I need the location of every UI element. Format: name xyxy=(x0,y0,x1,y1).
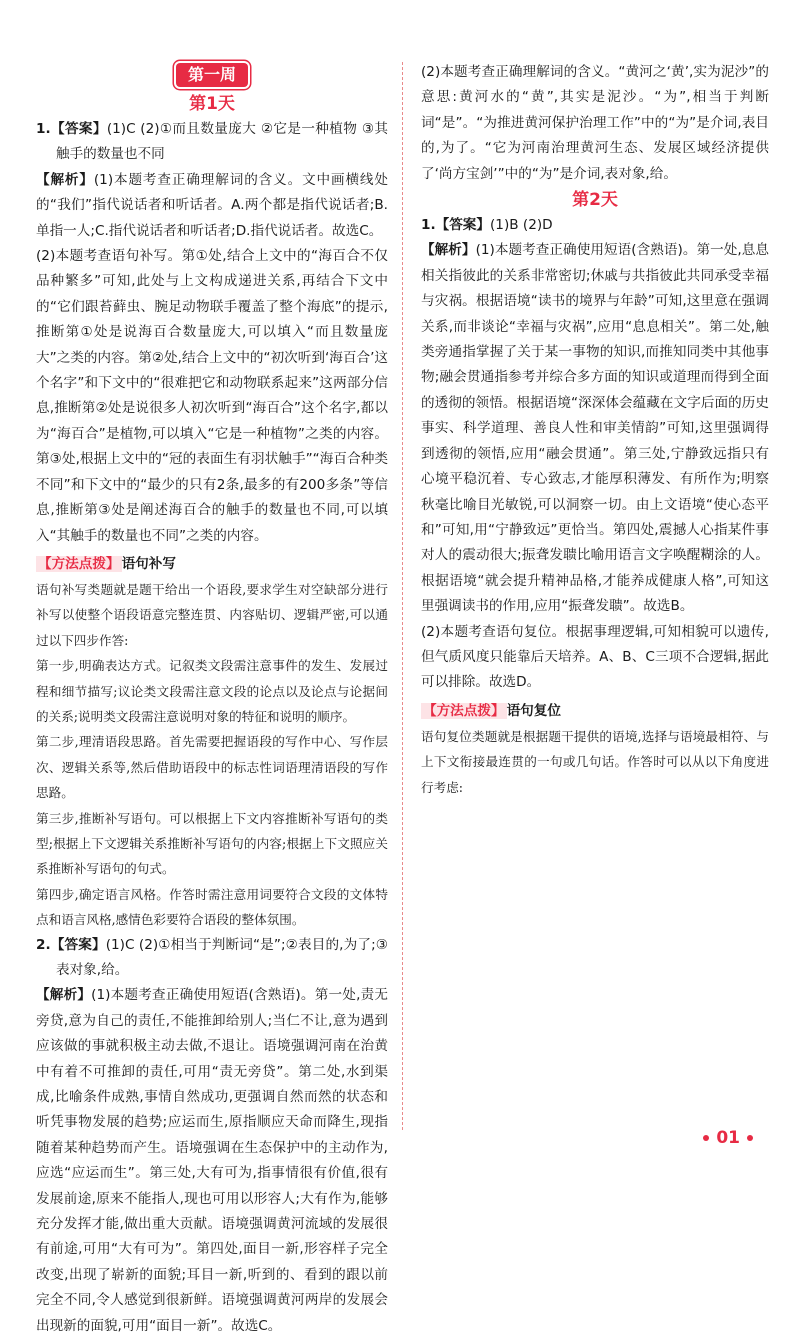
page-number xyxy=(696,1127,760,1149)
q2-analysis-1 xyxy=(36,983,388,1339)
tip1-tag: 【方法点拨】 xyxy=(38,555,120,572)
tip1-title: 语句补写 xyxy=(121,555,176,572)
day2-q1-analysis-2: (2)本题考查语句复位。根据事理逻辑,可知相貌可以遗传,但气质风度只能靠后天培养。A、B、C三项不合逻辑,据此可以排除。故选D。 xyxy=(421,623,769,691)
tip1-paragraph-5: 第四步,确定语言风格。作答时需注意用词要符合文段的文体特点和语言风格,感情色彩要符合语段的整体氛围。 xyxy=(36,886,388,928)
week-badge: 第一周 xyxy=(176,63,248,87)
q2-analysis-label: 【解析】 xyxy=(36,987,92,1004)
q1-answer xyxy=(36,117,388,168)
q2-analysis-2: (2)本题考查正确理解词的含义。“黄河之‘黄’,实为泥沙”的意思:黄河水的“黄”,其实是泥沙。“为”,相当于判断词“是”。“为推进黄河保护治理工作”中的“为”是介词,表目的,为了。“它为河南治理黄河生态、发展区域经济提供了‘尚方宝剑’”中的“为”是介词,表对象,给。 xyxy=(421,64,769,182)
page-dot-right xyxy=(747,1135,753,1141)
day2-q1-answer xyxy=(421,213,769,238)
tip2-tag: 【方法点拨】 xyxy=(423,702,505,719)
q2-answer xyxy=(36,933,388,984)
day2-q1-answer-label: 【答案】 xyxy=(435,217,490,234)
tip1-paragraph-2: 第一步,明确表达方式。记叙类文段需注意事件的发生、发展过程和细节描写;议论类文段需注意文段的论点以及论点与论据间的关系;说明类文段需注意说明对象的特征和说明的顺序。 xyxy=(36,658,388,724)
tip2-paragraph-1: 语句复位类题就是根据题干提供的语境,选择与语境最相符、与上下文衔接最连贯的一句或几句话。作答时可以从以下角度进行考虑: xyxy=(421,728,769,795)
q1-answer-text: (1)C (2)①而且数量庞大 ②它是一种植物 ③其触手的数量也不同 xyxy=(56,121,388,163)
q1-analysis-1 xyxy=(36,168,388,244)
column-divider xyxy=(402,62,403,1130)
q1-analysis-2: (2)本题考查语句补写。第①处,结合上文中的“海百合不仅品种繁多”可知,此处与上文构成递进关系,再结合下文中的“它们跟苔藓虫、腕足动物联手覆盖了整个海底”的提示,推断第①处是说海百合数量庞大,可以填入“而且数量庞大”之类的内容。第②处,结合上文中的“初次听到‘海百合’这个名字”和下文中的“很难把它和动物联系起来”这两部分信息,推断第②处是说很多人初次听到“海百合”这个名字,都以为“海百合”是植物,可以填入“它是一种植物”之类的内容。第③处,根据上文中的“冠的表面生有羽状触手”“海百合种类不同”和下文中的“最少的只有2条,最多的有200多条”等信息,推断第③处是阐述海百合的触手的数量也不同,可以填入“其触手的数量也不同”之类的内容。 xyxy=(36,248,388,544)
q1-analysis-label: 【解析】 xyxy=(36,171,94,188)
page-dot-left xyxy=(703,1135,709,1141)
q2-answer-text: (1)C (2)①相当于判断词“是”;②表目的,为了;③表对象,给。 xyxy=(56,936,388,978)
tip1-paragraph-3: 第二步,理清语段思路。首先需要把握语段的写作中心、写作层次、逻辑关系等,然后借助语段中的标志性词语理清语段的写作思路。 xyxy=(36,734,388,801)
day2-q1-number: 1. xyxy=(421,217,436,234)
q1-analysis-1-text: (1)本题考查正确理解词的含义。文中画横线处的“我们”指代说话者和听话者。A.两个都是指代说话者;B.单指一人;C.指代说话者和听话者;D.指代说话者。故选C。 xyxy=(36,171,388,239)
day2-q1-analysis-1 xyxy=(421,238,769,619)
day-1-title: 第1天 xyxy=(189,94,235,114)
day-2-title: 第2天 xyxy=(572,190,618,211)
tip2-header xyxy=(421,700,769,722)
q1-answer-label: 【答案】 xyxy=(50,121,107,137)
day2-q1-analysis-1-text: (1)本题考查正确使用短语(含熟语)。第一处,息息相关指彼此的关系非常密切;休戚与共指彼此共同承受幸福与灾祸。根据语境“读书的境界与年龄”可知,这里意在强调关系,而非谈论“幸福与灾祸”,应用“息息相关”。第二处,触类旁通指掌握了关于某一事物的知识,而推知同类中其他事物;融会贯通指参考并综合多方面的知识或道理而得到全面的透彻的领悟。根据语境“深深体会蕴藏在文字后面的历史事实、科学道理、善良人性和审美情韵”可知,这里强调得到透彻的领悟,应用“融会贯通”。第三处,宁静致远指只有心境平稳沉着、专心致志,才能厚积薄发、有所作为;明察秋毫比喻目光敏锐,可以洞察一切。由上文语境“使心态平和”可知,用“宁静致远”更恰当。第四处,震撼人心指某件事对人的震动很大;振聋发聩比喻用语言文字唤醒糊涂的人。根据语境“就会提升精神品格,才能养成健康人格”,可知这里强调读书的作用,应用“振聋发聩”。故选B。 xyxy=(421,242,770,615)
day2-q1-answer-text: (1)B (2)D xyxy=(490,217,553,234)
q2-analysis-1-text: (1)本题考查正确使用短语(含熟语)。第一处,责无旁贷,意为自己的责任,不能推卸给别人;当仁不让,意为遇到应该做的事就积极主动去做,不退让。语境强调河南在治黄中有着不可推卸的责任,可用“责无旁贷”。第二处,水到渠成,比喻条件成熟,事情自然成功,更强调自然而然的状态和听凭事物发展的趋势;应运而生,原指顺应天命而降生,现指随着某种趋势而产生。语境强调在生态保护中的主动作为,应选“应运而生”。第三处,大有可为,指事情很有价值,很有发展前途,原来不能指人,现也可用以形容人;大有作为,能够充分发挥才能,做出重大贡献。语境强调黄河流域的发展很有前途,可用“大有可为”。第四处,面目一新,形容样子完全改变,出现了崭新的面貌;耳目一新,听到的、看到的跟以前完全不同,令人感觉到很新鲜。语境强调黄河两岸的发展会出现新的面貌,可用“面目一新”。故选C。 xyxy=(36,987,388,1334)
tip2-title: 语句复位 xyxy=(506,702,561,719)
left-column xyxy=(36,60,388,1339)
right-column xyxy=(421,60,769,800)
page-number-text: 01 xyxy=(716,1128,740,1148)
q2-answer-label: 【答案】 xyxy=(50,936,106,953)
q1-number: 1. xyxy=(36,121,51,137)
tip1-header xyxy=(36,553,388,575)
day2-q1-analysis-label: 【解析】 xyxy=(421,242,476,259)
tip1-paragraph-4: 第三步,推断补写语句。可以根据上下文内容推断补写语句的类型;根据上下文逻辑关系推断补写语句的内容;根据上下文照应关系推断补写语句的句式。 xyxy=(36,810,388,877)
week-header xyxy=(36,60,388,90)
tip1-paragraph-1: 语句补写类题就是题干给出一个语段,要求学生对空缺部分进行补写以使整个语段语意完整连贯、内容贴切、逻辑严密,可以通过以下四步作答: xyxy=(36,581,388,648)
q2-number: 2. xyxy=(36,936,51,953)
